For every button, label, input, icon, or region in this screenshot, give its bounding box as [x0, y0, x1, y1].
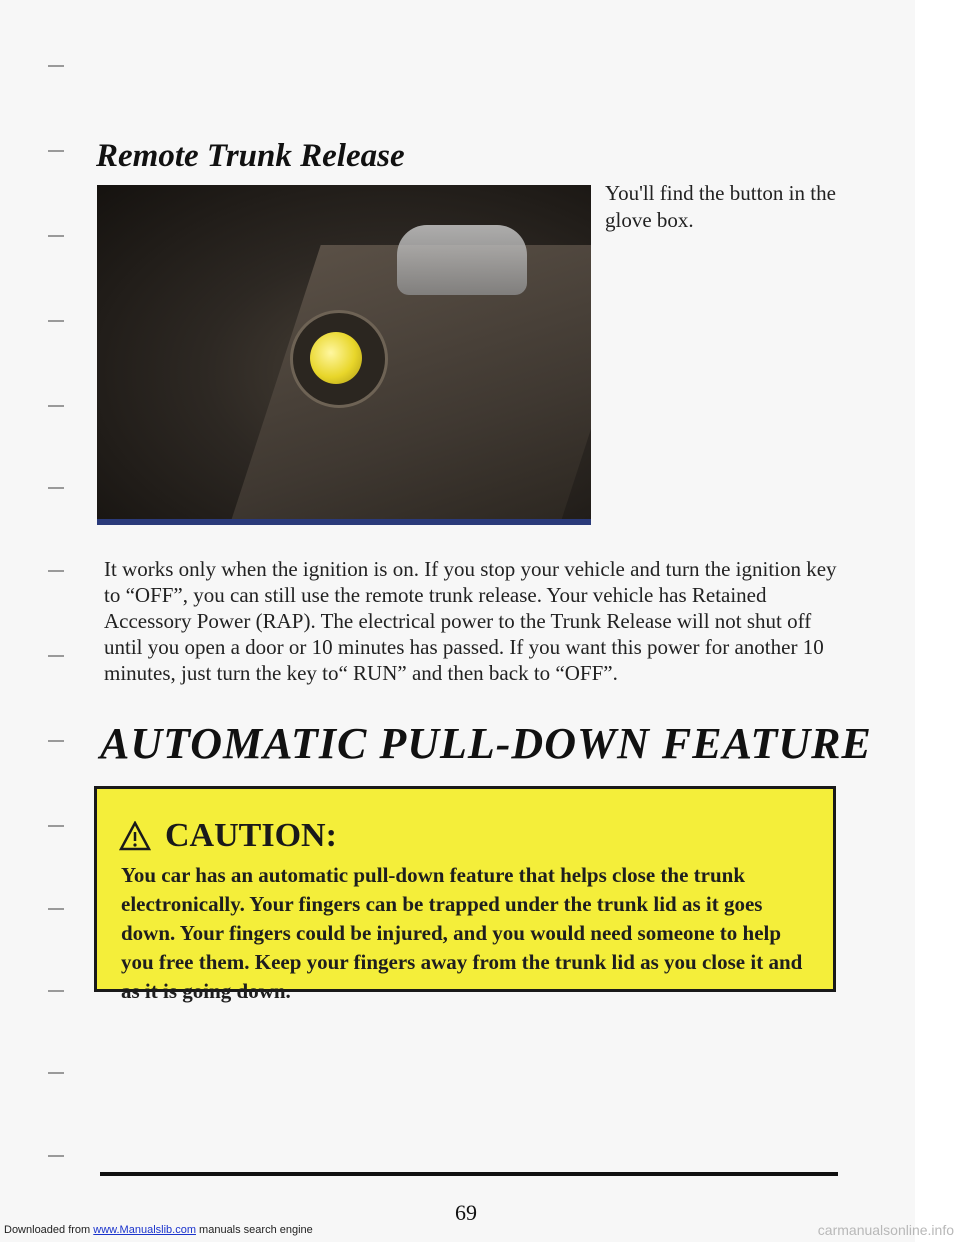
photo-edge: [97, 519, 591, 525]
page-number: 69: [455, 1200, 477, 1225]
margin-mark: [48, 320, 64, 322]
trunk-release-button-photo: [310, 332, 362, 384]
margin-mark: [48, 990, 64, 992]
caution-text: You car has an automatic pull-down feature that helps close the trunk electronically. Your fingers can be trapped under the trunk lid as it goes down. Your fingers could be injured, and you would need someone to help you free them. Keep your fingers away from the trunk lid as you close it and as it is going down.: [121, 863, 803, 1003]
margin-mark: [48, 908, 64, 910]
margin-mark: [48, 740, 64, 742]
margin-mark: [48, 405, 64, 407]
photo-caption: You'll find the button in the glove box.: [605, 181, 836, 232]
caution-header: [119, 817, 337, 855]
page-edge-shade: [915, 0, 960, 1242]
margin-mark: [48, 570, 64, 572]
download-footer: [4, 1224, 313, 1236]
section-title: Remote Trunk Release: [96, 138, 405, 174]
watermark: carmanualsonline.info: [817, 1222, 954, 1238]
warning-triangle-icon: [119, 821, 151, 851]
glove-box-latch: [397, 225, 527, 295]
caution-box: [94, 786, 836, 1003]
margin-mark: [48, 150, 64, 152]
body-paragraph: It works only when the ignition is on. If you stop your vehicle and turn the ignition key to “OFF”, you can still use the remote trunk release. Your vehicle has Retained Accessory Power (RAP). The electrical power to the Trunk Release will not shut off until you open a door or 10 minutes has passed. If you want this power for another 10 minutes, just turn the key to“ RUN” and then back to “OFF”.: [104, 557, 837, 685]
footer-suffix: manuals search engine: [199, 1224, 313, 1236]
margin-mark: [48, 65, 64, 67]
margin-mark: [48, 235, 64, 237]
margin-mark: [48, 655, 64, 657]
caution-label: CAUTION:: [165, 817, 337, 854]
manualslib-link[interactable]: www.Manualslib.com: [93, 1224, 196, 1236]
margin-mark: [48, 825, 64, 827]
glove-box-photo: [97, 185, 591, 525]
feature-heading: AUTOMATIC PULL-DOWN FEATURE: [100, 719, 872, 768]
margin-mark: [48, 1155, 64, 1157]
margin-mark: [48, 487, 64, 489]
footer-prefix: Downloaded from: [4, 1224, 91, 1236]
footer-rule: [100, 1172, 838, 1176]
margin-mark: [48, 1072, 64, 1074]
